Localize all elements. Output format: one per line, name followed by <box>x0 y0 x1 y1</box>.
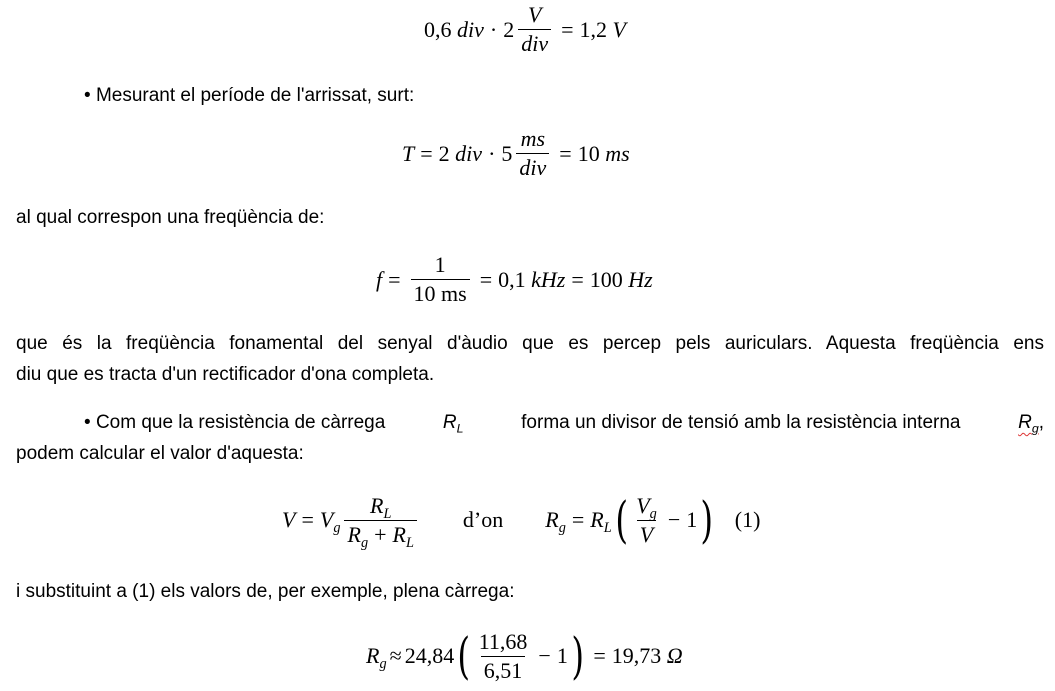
eq-operator: = <box>561 16 574 42</box>
paren-open: ( <box>457 627 471 685</box>
eq-operator: = <box>593 643 606 668</box>
eq-unit: V <box>612 16 626 42</box>
bullet-item: • Com que la resistència de càrrega $R_L$ forma un divisor de tensió amb la resistència interna $R_g$, <box>84 407 1044 438</box>
bullet-marker: • <box>84 412 91 433</box>
eq-operator: − <box>538 643 551 668</box>
eq-operator: = <box>571 507 585 532</box>
eq-operator: = <box>571 266 584 292</box>
bullet-lead: • Com que la resistència de càrrega <box>84 412 386 433</box>
paragraph: que és la freqüència fonamental del senyal d'àudio que es percep pels auriculars. Aquesta freqüència ens <box>16 333 1044 354</box>
equation-divider: V = $V_g$ $\frac{R_L}{R_g + R_L}$ d’on $R_g$ = $R_L$ ( $\frac{V_g}{V}$ − 1 ) (1) <box>282 491 761 551</box>
paragraph: al qual correspon una freqüència de: <box>16 207 325 228</box>
equation-rg-value: $R_g$ ≈ 24,84 ( $\frac{11,68}{6,51}$ − 1 ) = 19,73 Ω <box>366 627 683 685</box>
eq-operator: = <box>479 266 493 292</box>
bullet-text: Mesurant el període de l'arrissat, surt: <box>95 85 415 106</box>
eq-value: 2 <box>503 16 515 42</box>
symbol-rl: $R_L$ <box>442 412 464 436</box>
paragraph-line: podem calcular el valor d'aquesta: <box>16 443 304 464</box>
eq-connector: d’on <box>462 507 504 532</box>
eq-fraction: $\frac{ms}{\text{div}}$ <box>516 128 549 179</box>
eq-operator: = <box>301 507 314 532</box>
paren-close: ) <box>700 491 714 549</box>
eq-fraction: $\frac{R_L}{R_g + R_L}$ <box>344 495 416 546</box>
eq-operator: − <box>667 507 681 532</box>
equation-label: (1) <box>734 507 761 532</box>
eq-fraction: $\frac{11,68}{6,51}$ <box>478 628 528 683</box>
eq-operator: · <box>488 140 496 166</box>
paragraph-line: diu que es tracta d'un rectificador d'ona completa. <box>16 364 435 385</box>
symbol-rg: $R_g$, <box>1018 412 1044 436</box>
eq-operator: = <box>420 140 433 166</box>
paren-close: ) <box>571 627 584 685</box>
eq-fraction: $\frac{V_g}{V}$ <box>636 492 657 547</box>
bullet-marker: • <box>84 85 91 106</box>
eq-unit: div <box>457 16 484 42</box>
equation-voltage-ripple <box>424 4 626 55</box>
eq-operator: = <box>388 266 401 292</box>
eq-fraction: $\frac{V}{\text{div}}$ <box>518 4 551 55</box>
eq-operator: · <box>489 16 498 42</box>
eq-value: 1,2 <box>579 16 608 42</box>
paren-open: ( <box>615 491 628 549</box>
eq-value: 0,6 <box>424 16 452 42</box>
eq-operator: = <box>559 140 572 166</box>
eq-operator: ≈ <box>389 643 402 668</box>
eq-fraction: $\frac{1}{10 ms}$ <box>411 254 470 305</box>
equation-frequency: f = $\frac{1}{10 ms}$ = 0,1 kHz = 100 Hz <box>376 252 653 306</box>
equation-period: T = 2 div · 5 $\frac{ms}{\text{div}}$ = 10 ms <box>402 126 630 180</box>
bullet-item <box>84 80 414 111</box>
paragraph: i substituint a (1) els valors de, per exemple, plena càrrega: <box>16 581 515 602</box>
